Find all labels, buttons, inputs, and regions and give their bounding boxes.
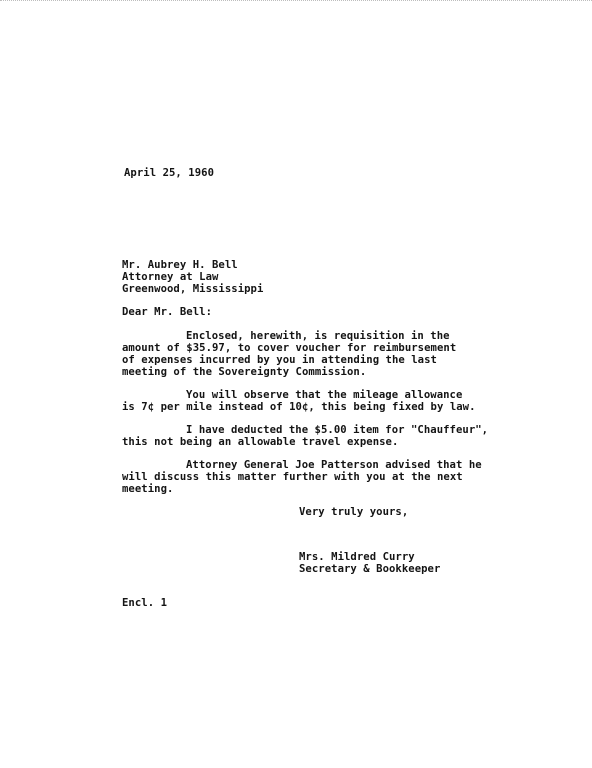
closing: Very truly yours, [299, 506, 409, 518]
signature-title: Secretary & Bookkeeper [299, 563, 441, 575]
paragraph-1-line-2: amount of $35.97, to cover voucher for reimbursement [122, 342, 457, 354]
paragraph-2-line-1: You will observe that the mileage allowance [186, 389, 463, 401]
paragraph-1-line-3: of expenses incurred by you in attending the last [122, 354, 437, 366]
recipient-title: Attorney at Law [122, 271, 219, 283]
letter-date: April 25, 1960 [124, 167, 214, 179]
enclosure-note: Encl. 1 [122, 597, 167, 609]
paragraph-2-line-2: is 7¢ per mile instead of 10¢, this being fixed by law. [122, 401, 476, 413]
page-top-border [0, 0, 592, 1]
paragraph-4-line-3: meeting. [122, 483, 174, 495]
recipient-name: Mr. Aubrey H. Bell [122, 259, 238, 271]
signature-name: Mrs. Mildred Curry [299, 551, 415, 563]
paragraph-4-line-1: Attorney General Joe Patterson advised that he [186, 459, 482, 471]
recipient-location: Greenwood, Mississippi [122, 283, 264, 295]
paragraph-3-line-1: I have deducted the $5.00 item for "Chauffeur", [186, 424, 489, 436]
paragraph-4-line-2: will discuss this matter further with you at the next [122, 471, 463, 483]
paragraph-3-line-2: this not being an allowable travel expense. [122, 436, 399, 448]
paragraph-1-line-1: Enclosed, herewith, is requisition in the [186, 330, 450, 342]
salutation: Dear Mr. Bell: [122, 306, 212, 318]
paragraph-1-line-4: meeting of the Sovereignty Commission. [122, 366, 367, 378]
